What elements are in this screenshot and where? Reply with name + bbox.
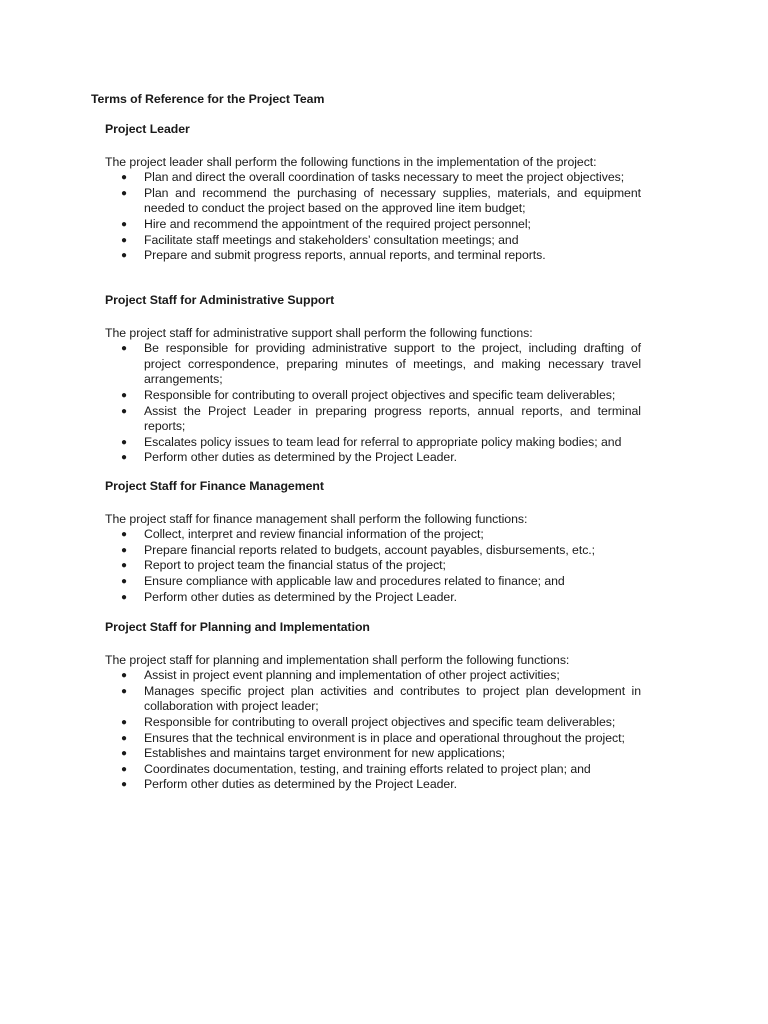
list-item: ● Prepare financial reports related to budgets, account payables, disbursements, etc.;: [121, 542, 596, 557]
bullet-icon: ●: [121, 591, 127, 603]
list-item: ● Perform other duties as determined by the Project Leader.: [121, 450, 457, 465]
bullet-list: [105, 341, 641, 466]
section-intro: The project leader shall perform the following functions in the implementation of the project:: [105, 154, 597, 169]
bullet-icon: ●: [121, 560, 127, 572]
section-planning-implementation: [105, 620, 641, 793]
bullet-icon: ●: [121, 763, 127, 775]
bullet-icon: ●: [121, 779, 127, 791]
list-item: ● Plan and direct the overall coordination of tasks necessary to meet the project objectives;: [121, 170, 625, 185]
bullet-icon: ●: [121, 452, 127, 464]
bullet-list: [105, 668, 641, 793]
section-heading: Project Staff for Administrative Support: [105, 293, 335, 307]
bullet-icon: ●: [121, 234, 127, 246]
list-item: ● Establishes and maintains target environment for new applications;: [121, 746, 506, 761]
bullet-icon: ●: [121, 218, 127, 230]
list-item: ● Collect, interpret and review financial information of the project;: [121, 527, 484, 542]
list-item: ● Coordinates documentation, testing, and training efforts related to project plan; and: [121, 761, 591, 776]
bullet-icon: ●: [121, 250, 127, 262]
bullet-icon: ●: [121, 343, 127, 355]
list-item: ● Report to project team the financial status of the project;: [121, 558, 446, 573]
bullet-list: [105, 527, 641, 605]
list-item: ● Prepare and submit progress reports, annual reports, and terminal reports.: [121, 248, 546, 263]
section-heading: Project Leader: [105, 122, 190, 136]
section-project-leader: [105, 122, 641, 264]
bullet-icon: ●: [121, 436, 127, 448]
bullet-icon: ●: [121, 732, 127, 744]
list-item: ● Be responsible for providing administrative support to the project, including drafting of project correspondence, preparing minutes of meetings, and making necessary travel arrangements;: [121, 341, 641, 387]
list-item: ● Ensure compliance with applicable law and procedures related to finance; and: [121, 573, 565, 588]
section-administrative-support: [105, 293, 641, 466]
bullet-list: [105, 170, 641, 264]
section-heading: Project Staff for Planning and Implementation: [105, 620, 370, 634]
list-item: ● Ensures that the technical environment is in place and operational throughout the project;: [121, 730, 625, 745]
list-item: ● Responsible for contributing to overall project objectives and specific team deliverables;: [121, 714, 616, 729]
list-item: ● Perform other duties as determined by the Project Leader.: [121, 589, 457, 604]
list-item: ● Perform other duties as determined by the Project Leader.: [121, 777, 457, 792]
bullet-icon: ●: [121, 685, 127, 697]
list-item: ● Plan and recommend the purchasing of necessary supplies, materials, and equipment needed to conduct the project based on the approved line item budget;: [121, 185, 641, 216]
section-intro: The project staff for planning and implementation shall perform the following functions:: [105, 652, 570, 667]
bullet-icon: ●: [121, 529, 127, 541]
bullet-icon: ●: [121, 187, 127, 199]
list-item: ● Facilitate staff meetings and stakeholders’ consultation meetings; and: [121, 232, 519, 247]
section-finance-management: [105, 479, 641, 605]
bullet-icon: ●: [121, 172, 127, 184]
document-title: Terms of Reference for the Project Team: [91, 92, 325, 106]
list-item: ● Escalates policy issues to team lead for referral to appropriate policy making bodies; and: [121, 434, 622, 449]
bullet-icon: ●: [121, 748, 127, 760]
bullet-icon: ●: [121, 575, 127, 587]
list-item: ● Manages specific project plan activities and contributes to project plan development in collaboration with project leader;: [121, 683, 641, 714]
section-intro: The project staff for finance management shall perform the following functions:: [105, 511, 528, 526]
bullet-icon: ●: [121, 544, 127, 556]
bullet-icon: ●: [121, 670, 127, 682]
bullet-icon: ●: [121, 389, 127, 401]
list-item: ● Responsible for contributing to overall project objectives and specific team deliverables;: [121, 387, 616, 402]
section-intro: The project staff for administrative support shall perform the following functions:: [105, 325, 533, 340]
section-heading: Project Staff for Finance Management: [105, 479, 324, 493]
bullet-icon: ●: [121, 405, 127, 417]
list-item: ● Assist the Project Leader in preparing progress reports, annual reports, and terminal reports;: [121, 403, 641, 434]
list-item: ● Hire and recommend the appointment of the required project personnel;: [121, 216, 531, 231]
list-item: ● Assist in project event planning and implementation of other project activities;: [121, 668, 560, 683]
bullet-icon: ●: [121, 716, 127, 728]
